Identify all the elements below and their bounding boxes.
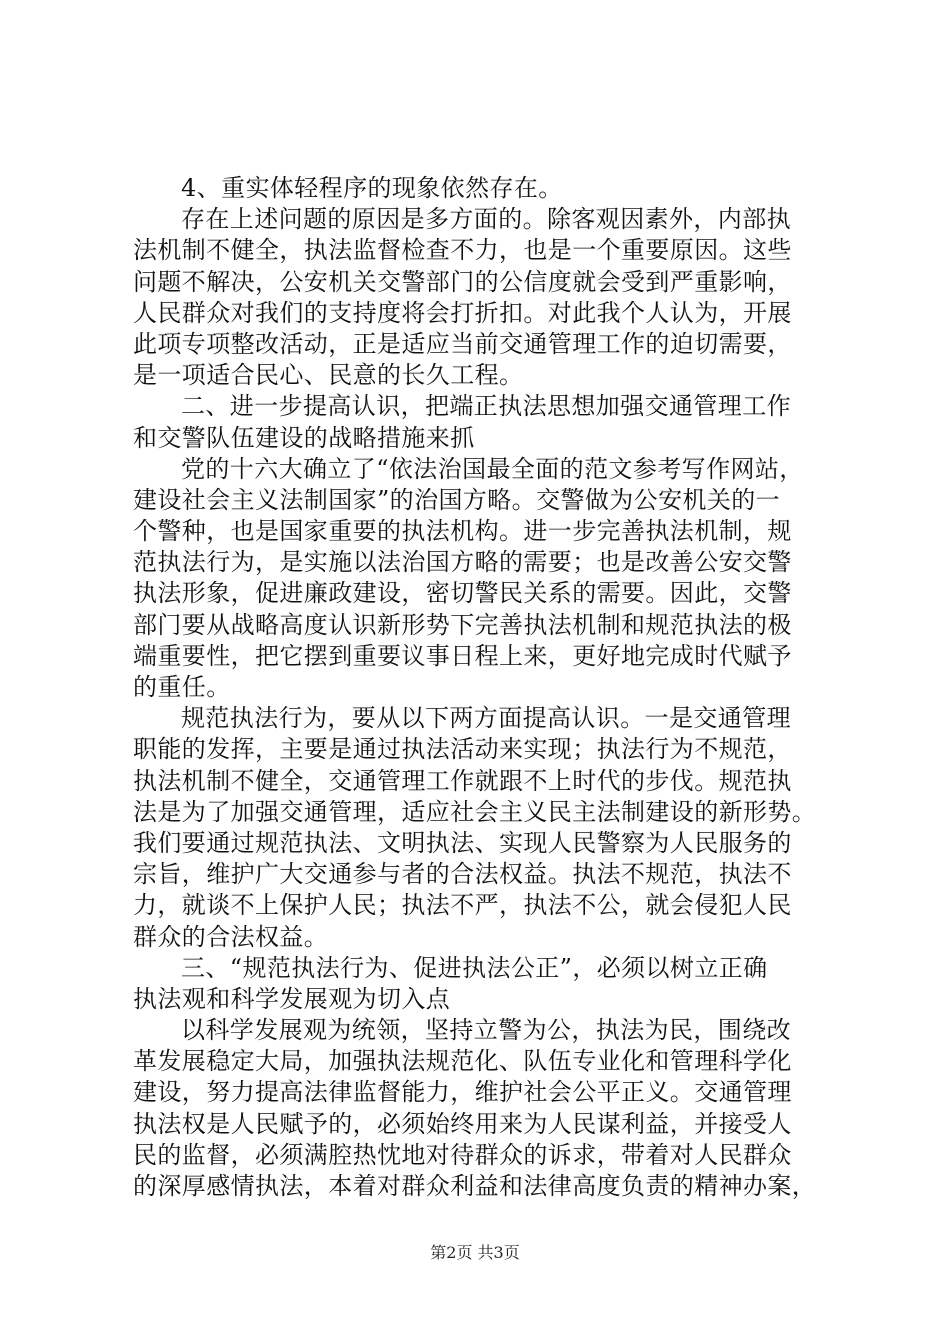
paragraph-line: 群众的合法权益。 — [133, 923, 329, 951]
paragraph-line: 此项专项整改活动，正是适应当前交通管理工作的迫切需要， — [133, 330, 792, 358]
paragraph-line: 执法机制不健全，交通管理工作就跟不上时代的步伐。规范执 — [133, 767, 792, 795]
paragraph-line: 执法权是人民赋予的，必须始终用来为人民谋利益，并接受人 — [133, 1110, 792, 1138]
heading-item-4: 4、重实体轻程序的现象依然存在。 — [181, 174, 563, 202]
paragraph-line: 革发展稳定大局，加强执法规范化、队伍专业化和管理科学化 — [133, 1047, 792, 1075]
paragraph-line: 以科学发展观为统领，坚持立警为公，执法为民，围绕改 — [181, 1016, 791, 1044]
paragraph-line: 的深厚感情执法，本着对群众利益和法律高度负责的精神办案， — [133, 1172, 817, 1200]
section-heading-two: 二、进一步提高认识，把端正执法思想加强交通管理工作 — [181, 392, 791, 420]
paragraph-line: 党的十六大确立了“依法治国最全面的范文参考写作网站， — [181, 455, 804, 483]
paragraph-line: 宗旨，维护广大交通参与者的合法权益。执法不规范，执法不 — [133, 860, 792, 888]
paragraph-line: 是一项适合民心、民意的长久工程。 — [133, 361, 524, 389]
paragraph-line: 存在上述问题的原因是多方面的。除客观因素外，内部执 — [181, 205, 791, 233]
paragraph-line: 职能的发挥，主要是通过执法活动来实现；执法行为不规范， — [133, 735, 792, 763]
paragraph-line: 建设社会主义法制国家”的治国方略。交警做为公安机关的一 — [133, 486, 781, 514]
paragraph-line: 端重要性，把它摆到重要议事日程上来，更好地完成时代赋予 — [133, 642, 792, 670]
paragraph-line: 问题不解决，公安机关交警部门的公信度就会受到严重影响， — [133, 268, 792, 296]
paragraph-line: 的重任。 — [133, 673, 231, 701]
paragraph-line: 部门要从战略高度认识新形势下完善执法机制和规范执法的极 — [133, 611, 792, 639]
paragraph-line: 民的监督，必须满腔热忱地对待群众的诉求，带着对人民群众 — [133, 1141, 792, 1169]
paragraph-line: 个警种，也是国家重要的执法机构。进一步完善执法机制，规 — [133, 517, 792, 545]
paragraph-line: 执法形象，促进廉政建设，密切警民关系的需要。因此，交警 — [133, 579, 792, 607]
paragraph-line: 力，就谈不上保护人民；执法不严，执法不公，就会侵犯人民 — [133, 891, 792, 919]
paragraph-line: 范执法行为，是实施以法治国方略的需要；也是改善公安交警 — [133, 548, 792, 576]
paragraph-line: 我们要通过规范执法、文明执法、实现人民警察为人民服务的 — [133, 829, 792, 857]
section-heading-three: 三、“规范执法行为、促进执法公正”，必须以树立正确 — [181, 954, 768, 982]
paragraph-line: 法机制不健全，执法监督检查不力，也是一个重要原因。这些 — [133, 236, 792, 264]
paragraph-line: 建设，努力提高法律监督能力，维护社会公平正义。交通管理 — [133, 1078, 792, 1106]
paragraph-line: 人民群众对我们的支持度将会打折扣。对此我个人认为，开展 — [133, 299, 792, 327]
section-heading-three-cont: 执法观和科学发展观为切入点 — [133, 985, 451, 1013]
paragraph-line: 法是为了加强交通管理，适应社会主义民主法制建设的新形势。 — [133, 798, 817, 826]
page-number-footer: 第2页 共3页 — [430, 1243, 520, 1262]
section-heading-two-cont: 和交警队伍建设的战略措施来抓 — [133, 424, 475, 452]
paragraph-line: 规范执法行为，要从以下两方面提高认识。一是交通管理 — [181, 704, 791, 732]
